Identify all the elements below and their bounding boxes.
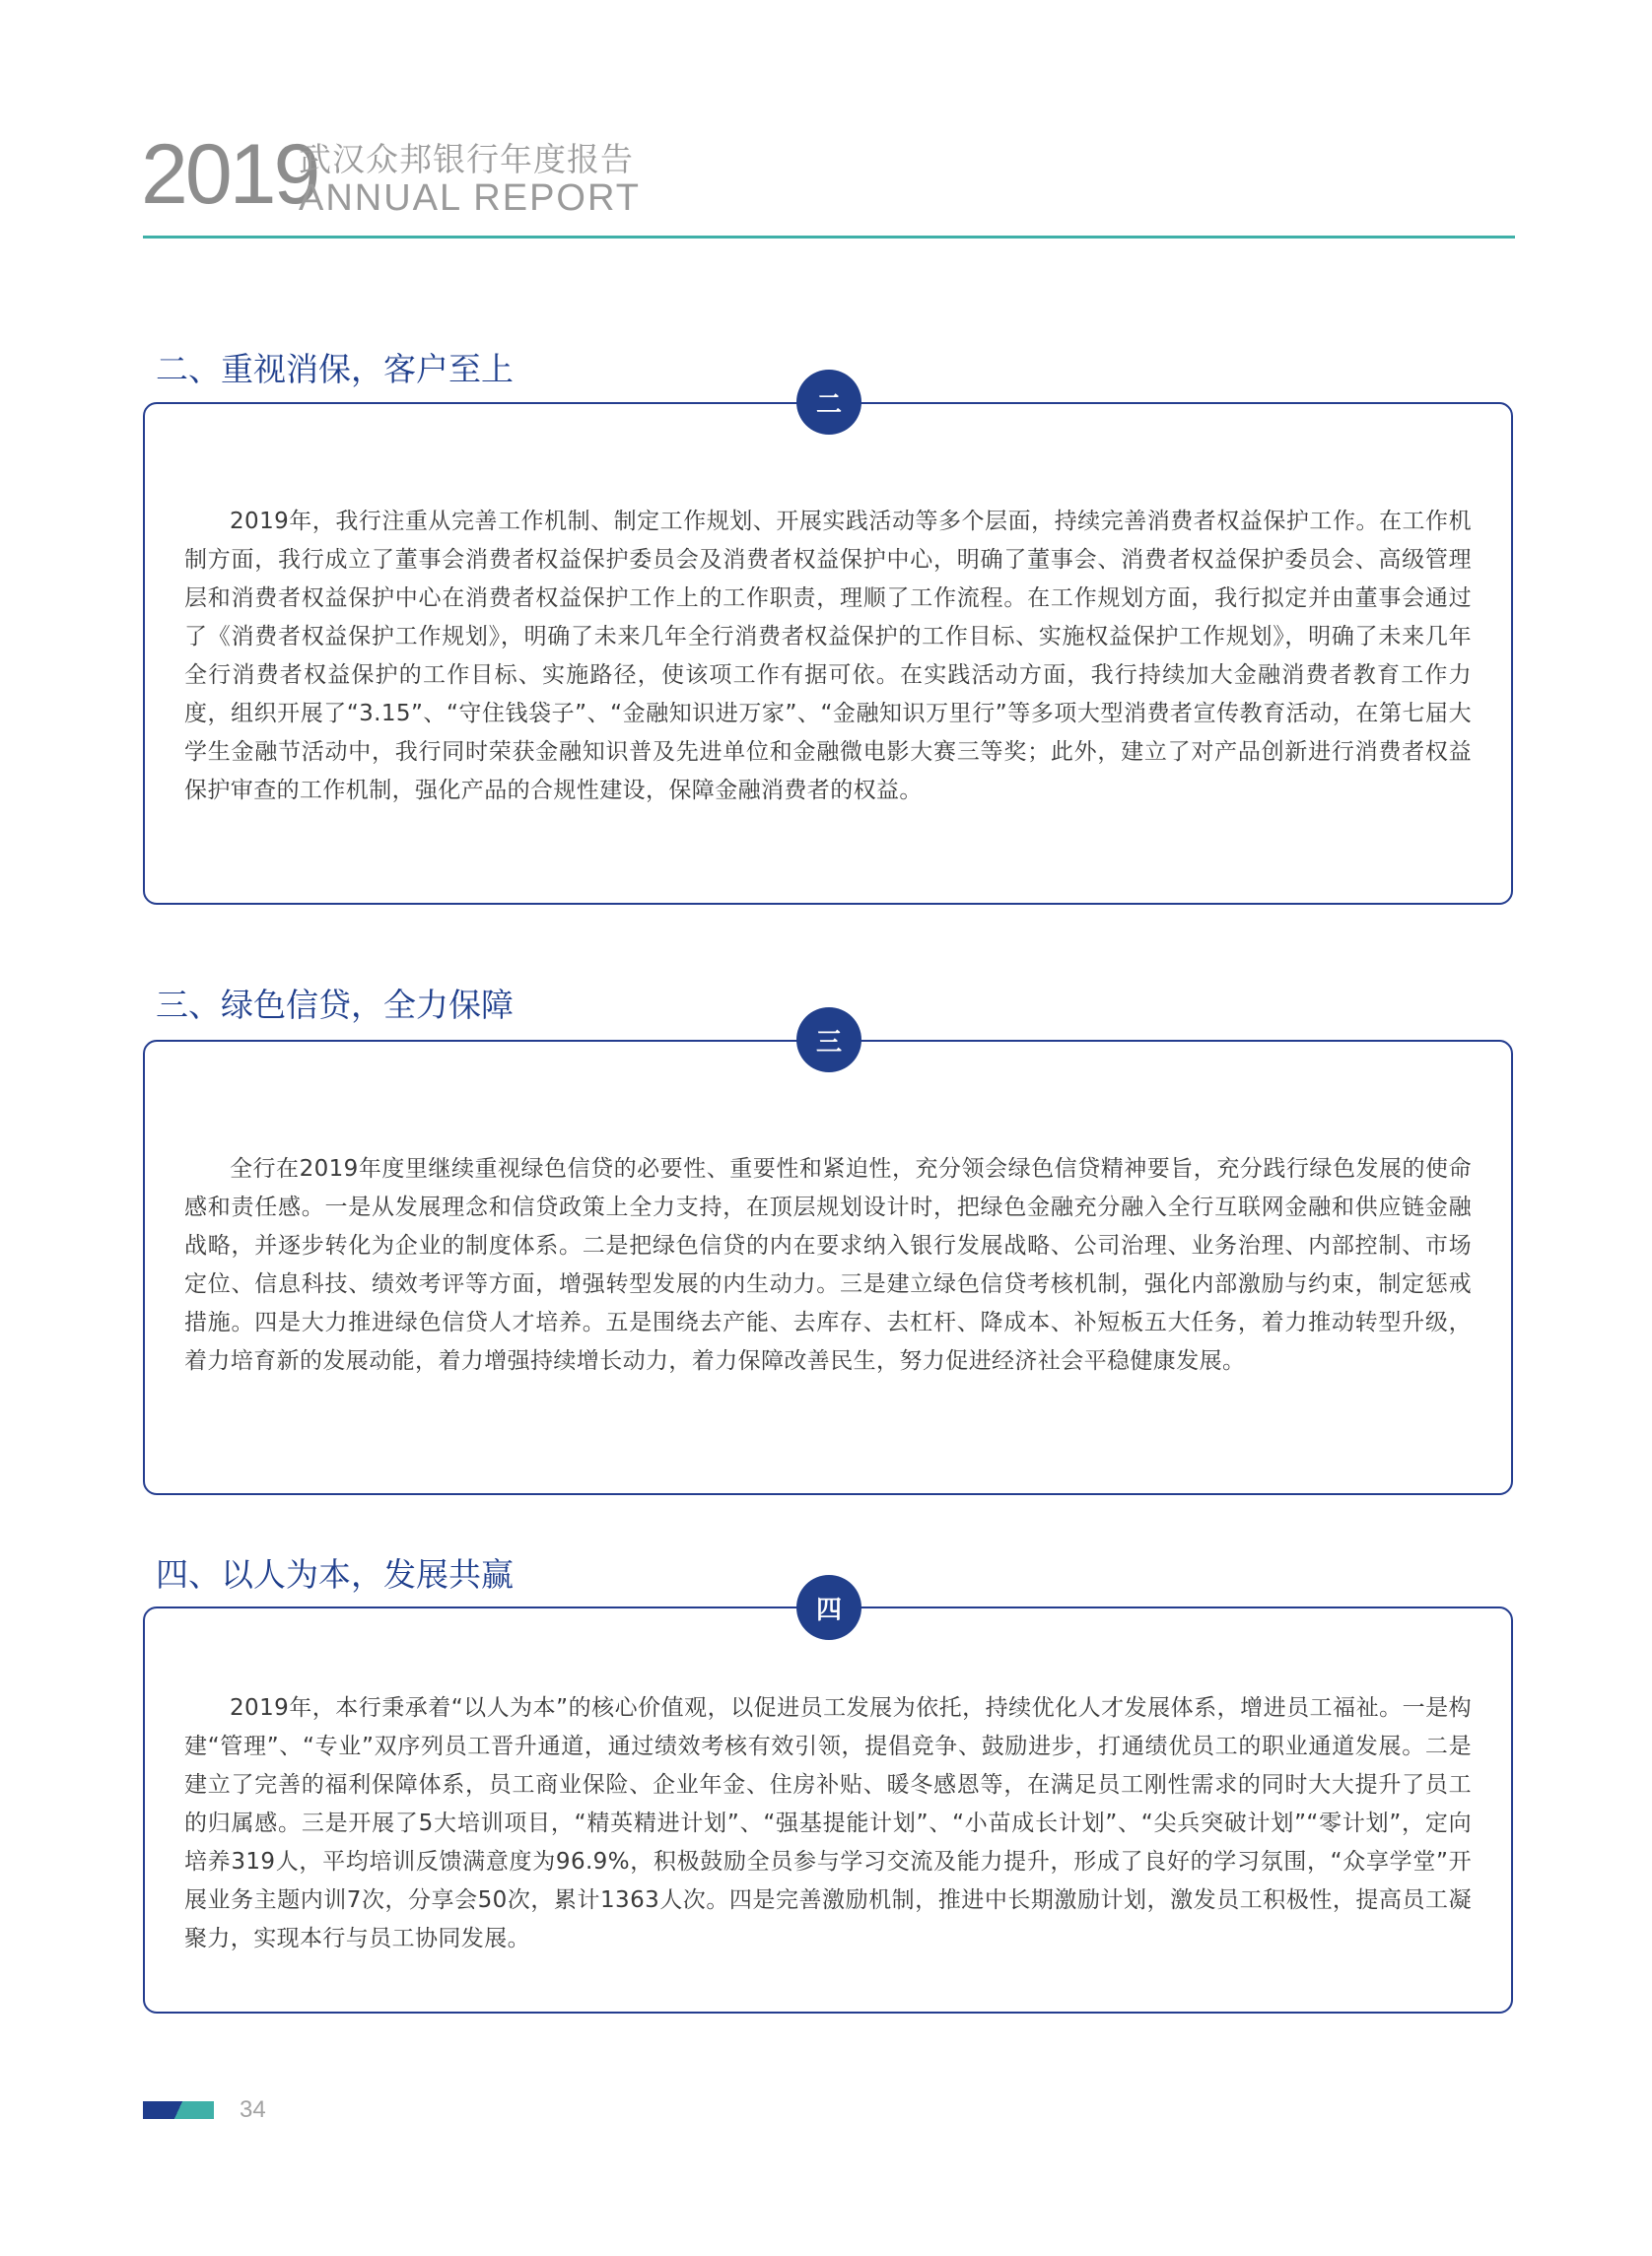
header-title-en: ANNUAL REPORT <box>299 177 641 219</box>
section-body-consumer-protection: 2019年，我行注重从完善工作机制、制定工作规划、开展实践活动等多个层面，持续完善消费者权益保护工作。在工作机制方面，我行成立了董事会消费者权益保护委员会及消费者权益保护中心，明确了董事会、消费者权益保护委员会、高级管理层和消费者权益保护中心在消费者权益保护工作上的工作职责，理顺了工作流程。在工作规划方面，我行拟定并由董事会通过了《消费者权益保护工作规划》，明确了未来几年全行消费者权益保护的工作目标、实施权益保护工作规划》，明确了未来几年全行消费者权益保护的工作目标、实施路径，使该项工作有据可依。在实践活动方面，我行持续加大金融消费者教育工作力度，组织开展了“3.15”、“守住钱袋子”、“金融知识进万家”、“金融知识万里行”等多项大型消费者宣传教育活动，在第七届大学生金融节活动中，我行同时荣获金融知识普及先进单位和金融微电影大赛三等奖；此外，建立了对产品创新进行消费者权益保护审查的工作机制，强化产品的合规性建设，保障金融消费者的权益。 <box>184 509 1472 803</box>
section-title-green-credit: 三、绿色信贷，全力保障 <box>156 986 514 1024</box>
header-divider <box>143 236 1515 239</box>
section-body-green-credit: 全行在2019年度里继续重视绿色信贷的必要性、重要性和紧迫性，充分领会绿色信贷精神要旨，充分践行绿色发展的使命感和责任感。一是从发展理念和信贷政策上全力支持，在顶层规划设计时，把绿色金融充分融入全行互联网金融和供应链金融战略，并逐步转化为企业的制度体系。二是把绿色信贷的内在要求纳入银行发展战略、公司治理、业务治理、内部控制、市场定位、信息科技、绩效考评等方面，增强转型发展的内生动力。三是建立绿色信贷考核机制，强化内部激励与约束，制定惩戒措施。四是大力推进绿色信贷人才培养。五是围绕去产能、去库存、去杠杆、降成本、补短板五大任务，着力推动转型升级，着力培育新的发展动能，着力增强持续增长动力，着力保障改善民生，努力促进经济社会平稳健康发展。 <box>184 1156 1472 1374</box>
header-title-cn: 武汉众邦银行年度报告 <box>299 140 634 178</box>
section-box-people-oriented <box>143 1607 1513 2014</box>
section-box-consumer-protection <box>143 402 1513 905</box>
section-box-green-credit <box>143 1040 1513 1495</box>
section-badge-2: 二 <box>796 370 861 435</box>
section-title-consumer-protection: 二、重视消保，客户至上 <box>156 350 514 388</box>
section-badge-3: 三 <box>796 1007 861 1072</box>
page-number: 34 <box>240 2096 266 2123</box>
footer-accent-bar <box>143 2101 214 2119</box>
section-badge-4: 四 <box>796 1575 861 1640</box>
section-title-people-oriented: 四、以人为本，发展共赢 <box>156 1555 514 1594</box>
header-year: 2019 <box>141 127 318 222</box>
section-body-people-oriented: 2019年，本行秉承着“以人为本”的核心价值观，以促进员工发展为依托，持续优化人才发展体系，增进员工福祉。一是构建“管理”、“专业”双序列员工晋升通道，通过绩效考核有效引领，提倡竞争、鼓励进步，打通绩优员工的职业通道发展。二是建立了完善的福利保障体系，员工商业保险、企业年金、住房补贴、暖冬感恩等，在满足员工刚性需求的同时大大提升了员工的归属感。三是开展了5大培训项目，“精英精进计划”、“强基提能计划”、“小苗成长计划”、“尖兵突破计划”“零计划”，定向培养319人，平均培训反馈满意度为96.9%，积极鼓励全员参与学习交流及能力提升，形成了良好的学习氛围，“众享学堂”开展业务主题内训7次，分享会50次，累计1363人次。四是完善激励机制，推进中长期激励计划，激发员工积极性，提高员工凝聚力，实现本行与员工协同发展。 <box>184 1695 1472 1951</box>
